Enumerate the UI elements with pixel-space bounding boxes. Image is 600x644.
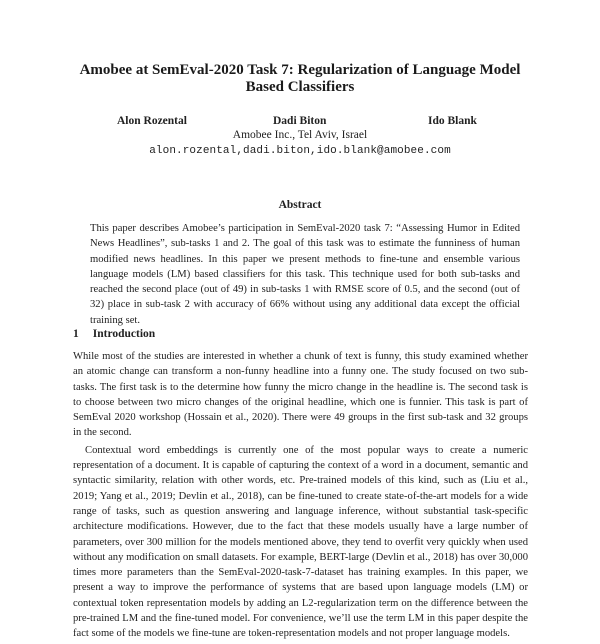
- section-heading-introduction: [73, 328, 155, 340]
- abstract-heading: Abstract: [278, 199, 322, 211]
- paper-title: Amobee at SemEval-2020 Task 7: Regularization of Language Model Based Classifiers: [79, 62, 521, 95]
- author-name: Alon Rozental: [117, 115, 187, 127]
- body-paragraph: Contextual word embeddings is currently one of the most popular ways to create a numeric representation of a document. It is capable of capturing the context of a word in a document, semantic and syntactic similarity, relation with other words, etc. Pre-trained models of this kind, such as (Liu et al., 2019; Yang et al., 2019; Devlin et al., 2018), can be fine-tuned to create state-of-the-art models for a wide range of tasks, such as question answering and language inference, without substantial task-specific architecture modifications. However, due to the fact that these models usually have a large number of parameters, over 300 million for the models mentioned above, they tend to overfit very quickly when used without any modification on small datasets. For example, BERT-large (Devlin et al., 2018) has over 30,000 times more parameters than the SemEval-2020-task-7-dataset has training examples. In this paper, we present a way to improve the performance of systems that are based upon language models (LM) or contextual token representation models by adding an L2-regularization term on the difference between the pre-trained LM and the fine-tuned model. For convenience, we’ll use the term LM in this paper despite the fact some of the models we fine-tune are token-representation models and not proper language models.: [73, 444, 528, 640]
- author-name: Ido Blank: [428, 115, 477, 127]
- author-name: Dadi Biton: [273, 115, 327, 127]
- body-paragraph: While most of the studies are interested in whether a chunk of text is funny, this study examined whether an atomic change can transform a non-funny headline into a funny one. The study focused on two sub-tasks. The first task is to the determine how funny the micro change in the headline is. The second task is to choose between two micro changes of the original headline, which one is funnier. This task is part of SemEval 2020 workshop (Hossain et al., 2020). There were 49 groups in the first sub-task and 32 groups in the second.: [73, 351, 528, 439]
- author-emails: alon.rozental,dadi.biton,ido.blank@amobee.com: [149, 145, 451, 157]
- introduction-body: [73, 349, 528, 644]
- author-affiliation: Amobee Inc., Tel Aviv, Israel: [232, 129, 368, 141]
- abstract-text: This paper describes Amobee’s participation in SemEval-2020 task 7: “Assessing Humor in Edited News Headlines”, sub-tasks 1 and 2. The goal of this task was to estimate the funniness of human modified news headlines. In this paper we present methods to fine-tune and ensemble various language models (LM) based classifiers for this task. This technique used for both sub-tasks and reached the second place (out of 49) in sub-tasks 1 with RMSE score of 0.5, and the second (out of 32) place in sub-task 2 with accuracy of 66% without using any additional data except the official training set.: [90, 223, 520, 326]
- section-number: 1: [73, 328, 79, 340]
- section-title: Introduction: [92, 328, 156, 340]
